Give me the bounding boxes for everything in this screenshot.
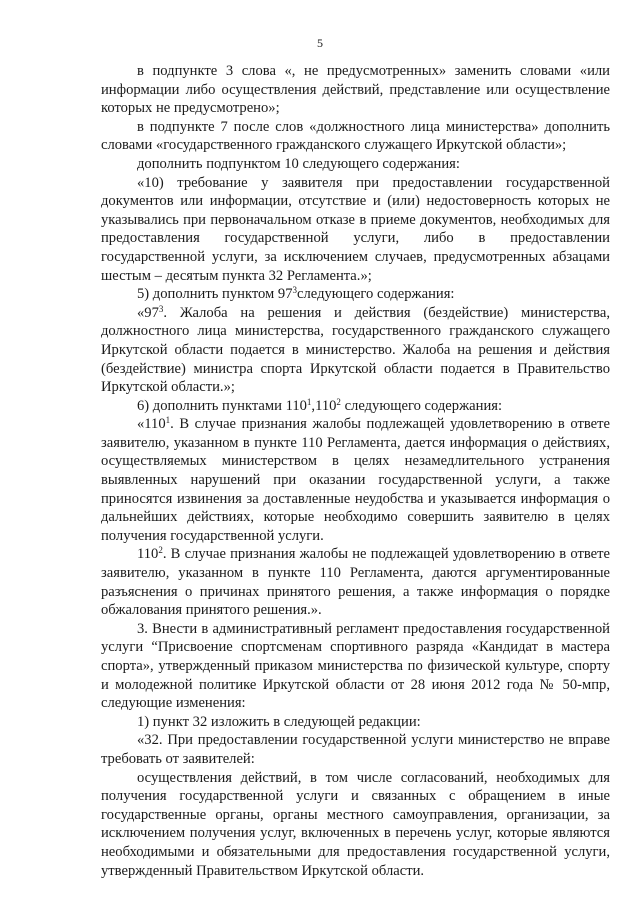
text-run: 5) дополнить пунктом 97 <box>137 286 293 303</box>
paragraph-point-110-2 <box>101 545 610 619</box>
document-body <box>101 62 610 880</box>
paragraph-add-subpoint-10: дополнить подпунктом 10 следующего содержания: <box>137 155 460 172</box>
paragraph-point-32-body: осуществления действий, в том числе согласований, необходимых для получения государственной услуги и связанных с обращением в иные государственные органы, органы местного самоуправления, организации, за исключением получения услуг, включенных в перечень услуг, которые являются необходимыми и обязательными для предоставления государственной услуги, утвержденный Правительством Иркутской области. <box>101 769 610 879</box>
superscript: 1 <box>165 415 171 426</box>
superscript: 3 <box>292 285 298 296</box>
text-run: . Жалоба на решения и действия (бездействие) министерства, должностного лица министерства, государственного гражданского служащего Иркутской области подается в министерство. Жалоба на решения и действия (бездействие) министра спорта Иркутской области подается в Правительство Иркутской области.»; <box>101 304 610 396</box>
paragraph-item-5 <box>101 285 610 304</box>
paragraph-point-110-1 <box>101 415 610 545</box>
text-run: ,110 <box>311 397 337 414</box>
text-run: 6) дополнить пунктами 110 <box>137 397 307 414</box>
text-run: «97 <box>137 304 159 321</box>
paragraph-subpoint-10-text: «10) требование у заявителя при предоставлении государственной документов или информации, отсутствие и (или) недостоверность которых не указывались при первоначальном отказе в приеме документов, необходимых для предоставления государственной услуги, либо в предоставлении государственной услуги, за исключением случаев, предусмотренных абзацами шестым – десятым пункта 32 Регламента.»; <box>101 174 610 284</box>
paragraph-section-3: 3. Внести в административный регламент предоставления государственной услуги “Присвоение спортсменам спортивного разряда «Кандидат в мастера спорта», утвержденный приказом министерства по физической культуре, спорту и молодежной политике Иркутской области от 28 июня 2012 года № 50-мпр, следующие изменения: <box>101 620 610 712</box>
text-run: 110 <box>137 546 159 563</box>
paragraph-subpoint-3: в подпункте 3 слова «, не предусмотренных» заменить словами «или информации либо осуществления действий, представление или осуществление которых не предусмотрено»; <box>101 63 610 117</box>
page-number: 5 <box>317 36 323 50</box>
text-run: следующего содержания: <box>340 397 503 414</box>
text-run: . В случае признания жалобы не подлежащей удовлетворению в ответе заявителю, указанном в пункте 110 Регламента, даются аргументированные разъяснения о причинах принятого решения, а также информация о порядке обжалования принятого решения.». <box>101 546 610 619</box>
paragraph-item-1: 1) пункт 32 изложить в следующей редакции: <box>137 713 421 730</box>
paragraph-subpoint-7: в подпункте 7 после слов «должностного лица министерства» дополнить словами «государственного гражданского служащего Иркутской области»; <box>101 118 610 154</box>
paragraph-item-6 <box>101 397 610 416</box>
superscript: 1 <box>306 396 312 407</box>
paragraph-point-32: «32. При предоставлении государственной услуги министерство не вправе требовать от заявителей: <box>101 732 610 767</box>
superscript: 2 <box>158 545 163 556</box>
text-run: . В случае признания жалобы подлежащей удовлетворению в ответе заявителю, указанном в пункте 110 Регламента, дается информация о действиях, осуществляемых министерством в целях незамедлительного устранения выявленных нарушений при оказании государственной услуги, а также приносятся извинения за доставленные неудобства и указывается информация о дальнейших действиях, которые необходимо совершить заявителю в целях получения государственной услуги. <box>101 416 610 544</box>
text-run: «110 <box>137 416 166 433</box>
superscript: 3 <box>158 303 164 314</box>
superscript: 2 <box>336 396 341 407</box>
text-run: следующего содержания: <box>297 286 455 303</box>
paragraph-point-97-3 <box>101 304 610 397</box>
